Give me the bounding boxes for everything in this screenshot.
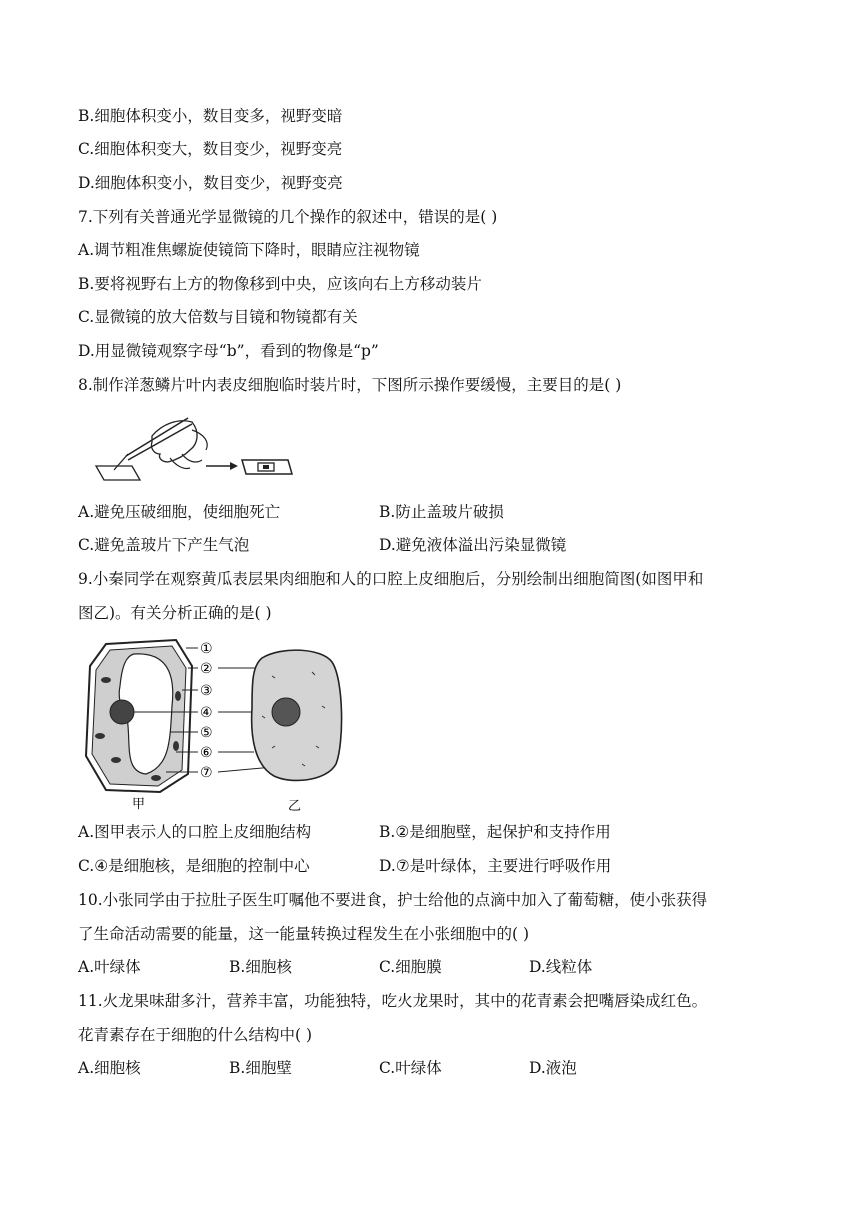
coverslip-operation-figure (92, 410, 332, 486)
q9-option-c: C.④是细胞核，是细胞的控制中心 (78, 857, 310, 875)
q8-stem: 8.制作洋葱鳞片叶内表皮细胞临时装片时，下图所示操作要缓慢，主要目的是( ) (78, 376, 622, 394)
q8-option-c: C.避免盖玻片下产生气泡 (78, 536, 250, 554)
q6-option-b: B.细胞体积变小，数目变多，视野变暗 (78, 107, 343, 125)
q10-stem-line1: 10.小张同学由于拉肚子医生叮嘱他不要进食，护士给他的点滴中加入了葡萄糖，使小张获得 (78, 891, 708, 909)
q9-option-b: B.②是细胞壁，起保护和支持作用 (379, 823, 611, 841)
q6-option-d: D.细胞体积变小，数目变少，视野变亮 (78, 174, 343, 192)
q10-option-d: D.线粒体 (529, 958, 593, 976)
q11-option-d: D.液泡 (529, 1059, 577, 1077)
q10-stem-line2: 了生命活动需要的能量，这一能量转换过程发生在小张细胞中的( ) (78, 925, 530, 943)
q11-option-a: A.细胞核 (78, 1059, 141, 1077)
q11-option-b: B.细胞壁 (229, 1059, 292, 1077)
q8-option-d: D.避免液体溢出污染显微镜 (379, 536, 567, 554)
q10-option-c: C.细胞膜 (379, 958, 442, 976)
label-7: ⑦ (200, 765, 213, 781)
q11-option-c: C.叶绿体 (379, 1059, 442, 1077)
q9-stem-line1: 9.小秦同学在观察黄瓜表层果肉细胞和人的口腔上皮细胞后，分别绘制出细胞简图(如图甲和 (78, 570, 704, 588)
label-4: ④ (200, 705, 213, 721)
q10-option-a: A.叶绿体 (78, 958, 141, 976)
q7-stem: 7.下列有关普通光学显微镜的几个操作的叙述中，错误的是( ) (78, 208, 498, 226)
label-6: ⑥ (200, 745, 213, 761)
q7-option-c: C.显微镜的放大倍数与目镜和物镜都有关 (78, 308, 358, 326)
label-3: ③ (200, 683, 213, 699)
caption-jia: 甲 (132, 797, 146, 812)
q11-stem-line2: 花青素存在于细胞的什么结构中( ) (78, 1026, 313, 1044)
label-2: ② (200, 661, 213, 677)
q7-option-d: D.用显微镜观察字母“b”，看到的物像是“p” (78, 342, 379, 360)
label-5: ⑤ (200, 725, 213, 741)
q8-option-a: A.避免压破细胞，使细胞死亡 (78, 503, 281, 521)
q10-option-b: B.细胞核 (229, 958, 292, 976)
label-1: ① (200, 641, 213, 657)
cell-diagram-figure (76, 636, 356, 814)
caption-yi: 乙 (288, 799, 302, 814)
q7-option-b: B.要将视野右上方的物像移到中央，应该向右上方移动装片 (78, 275, 482, 293)
q11-stem-line1: 11.火龙果味甜多汁，营养丰富，功能独特，吃火龙果时，其中的花青素会把嘴唇染成红色。 (78, 992, 708, 1010)
q7-option-a: A.调节粗准焦螺旋使镜筒下降时，眼睛应注视物镜 (78, 241, 420, 259)
q8-option-b: B.防止盖玻片破损 (379, 503, 504, 521)
q6-option-c: C.细胞体积变大，数目变少，视野变亮 (78, 140, 343, 158)
q9-option-d: D.⑦是叶绿体，主要进行呼吸作用 (379, 857, 612, 875)
q9-stem-line2: 图乙)。有关分析正确的是( ) (78, 604, 272, 622)
q9-option-a: A.图甲表示人的口腔上皮细胞结构 (78, 823, 312, 841)
